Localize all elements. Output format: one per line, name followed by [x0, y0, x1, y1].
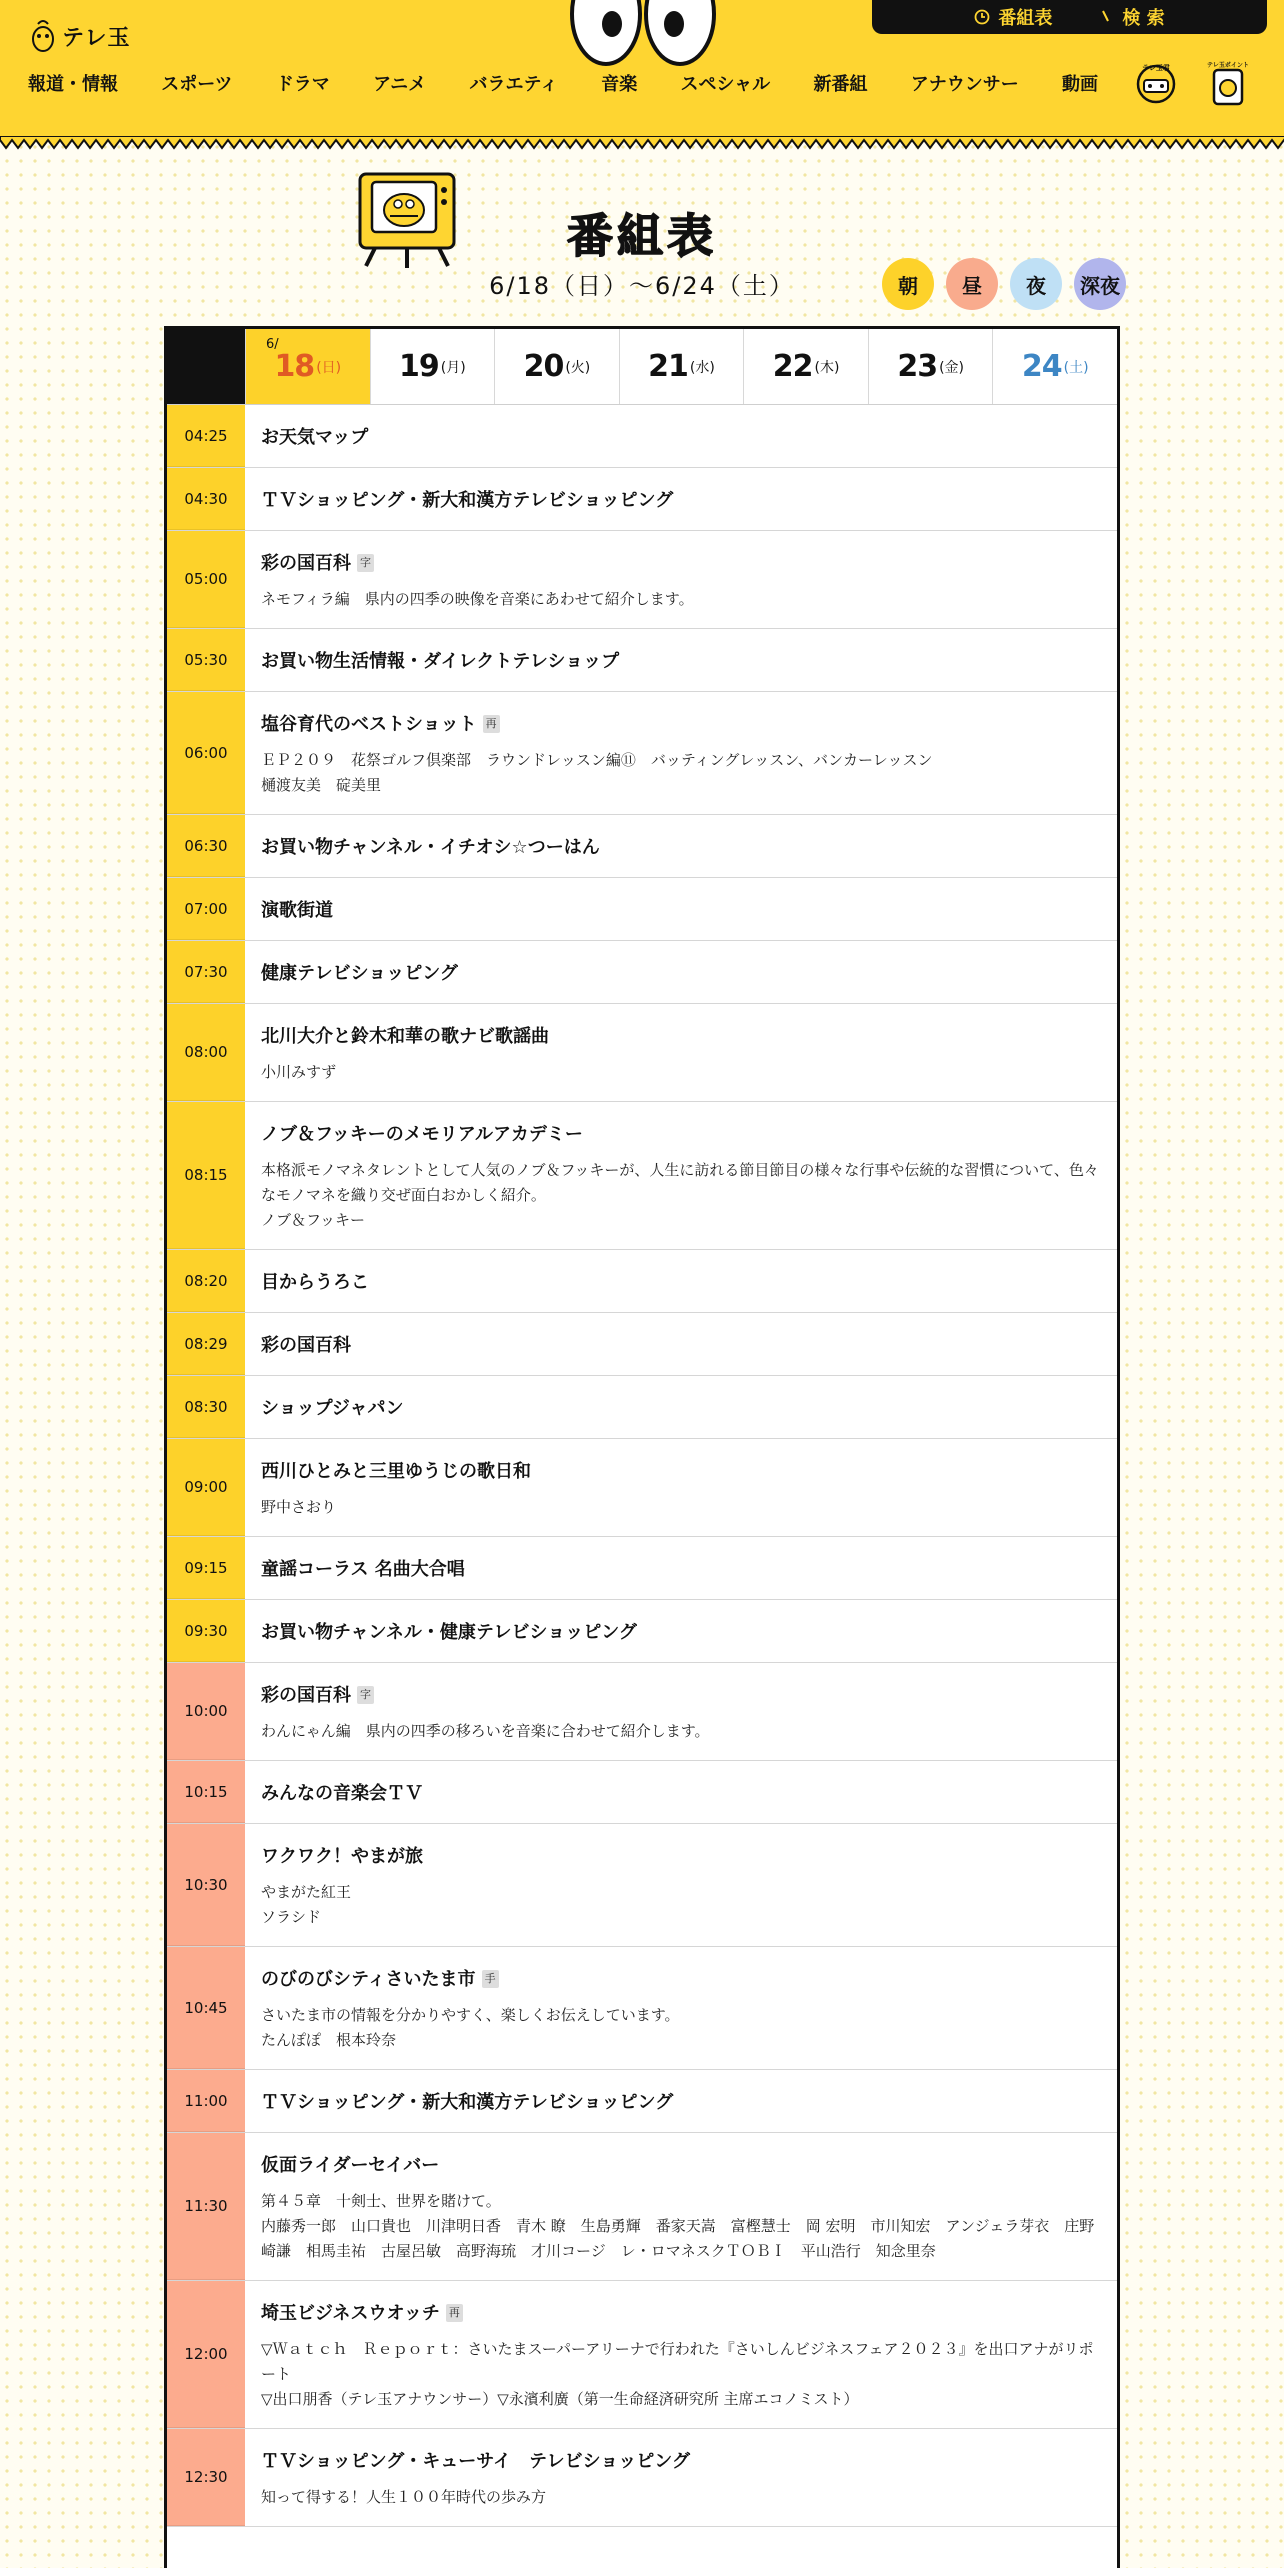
- program-title[interactable]: お買い物チャンネル・イチオシ☆つーはん: [261, 837, 600, 858]
- header-zigzag-divider: [0, 136, 1284, 152]
- program-info: [245, 2133, 1117, 2280]
- program-row[interactable]: [167, 1537, 1117, 1600]
- program-title-line: [261, 961, 1099, 987]
- site-header: [0, 0, 1284, 138]
- program-tag-badge: 手: [482, 1970, 499, 1988]
- program-description: [261, 587, 1099, 612]
- program-row[interactable]: [167, 2133, 1117, 2281]
- program-title[interactable]: お天気マップ: [261, 427, 369, 448]
- program-info: [245, 1947, 1117, 2069]
- program-title[interactable]: 彩の国百科: [261, 553, 351, 574]
- program-time: 10:15: [167, 1761, 245, 1823]
- program-title[interactable]: 塩谷育代のベストショット: [261, 714, 477, 735]
- program-description-line: 本格派モノマネタレントとして人気のノブ＆フッキーが、人生に訪れる節目節目の様々な行事や伝統的な習慣について、色々なモノマネを織り交ぜ面白おかしく紹介。: [261, 1161, 1099, 1204]
- program-info: [245, 531, 1117, 628]
- program-info: [245, 1537, 1117, 1599]
- program-description-line: ネモフィラ編 県内の四季の映像を音楽にあわせて紹介します。: [261, 590, 694, 608]
- program-info: [245, 405, 1117, 467]
- top-links: [872, 0, 1267, 34]
- day-weekday: (金): [939, 359, 965, 376]
- program-schedule: [164, 326, 1120, 2568]
- program-description-line: ノブ＆フッキー: [261, 1211, 365, 1229]
- program-info: [245, 2281, 1117, 2428]
- program-row[interactable]: [167, 531, 1117, 629]
- search-label: 検 索: [1122, 8, 1165, 29]
- program-row[interactable]: [167, 692, 1117, 815]
- program-description: [261, 2337, 1099, 2412]
- program-title[interactable]: ＴＶショッピング・新大和漢方テレビショッピング: [261, 490, 674, 511]
- day-number: 20: [523, 349, 564, 384]
- program-title-line: [261, 1967, 1099, 1993]
- program-title-line: [261, 425, 1099, 451]
- program-description: [261, 1495, 1099, 1520]
- day-tab[interactable]: [619, 329, 744, 404]
- day-weekday: (木): [814, 359, 840, 376]
- day-number: 18: [274, 349, 315, 384]
- program-description-line: 内藤秀一郎 山口貴也 川津明日香 青木 瞭 生島勇輝 番家天嵩 富樫慧士 岡 宏明 市川知宏 アンジェラ芽衣 庄野崎謙 相馬圭祐 古屋呂敏 高野海琉 才川コージ レ・ロマネスクＴＯＢＩ 平山浩行 知念里奈: [261, 2217, 1095, 2260]
- program-title[interactable]: 西川ひとみと三里ゆうじの歌日和: [261, 1461, 531, 1482]
- program-description-line: 知って得する！人生１００年時代の歩み方: [261, 2488, 547, 2506]
- mascot-eyes-icon: [568, 0, 718, 68]
- day-tabs: [167, 329, 1117, 405]
- program-info: [245, 1761, 1117, 1823]
- program-description-line: ▽Ｗａｔｃｈ Ｒｅｐｏｒｔ：さいたまスーパーアリーナで行われた『さいしんビジネスフェア２０２３』を出口アナがリポート: [261, 2340, 1094, 2383]
- program-time: 05:00: [167, 531, 245, 628]
- program-title[interactable]: 仮面ライダーセイバー: [261, 2155, 440, 2176]
- program-title-line: [261, 1024, 1099, 1050]
- program-row[interactable]: [167, 1600, 1117, 1663]
- day-number: 22: [772, 349, 813, 384]
- page-title: 番組表: [567, 209, 717, 263]
- program-time: 04:25: [167, 405, 245, 467]
- program-time: 12:00: [167, 2281, 245, 2428]
- program-description-line: 小川みすず: [261, 1063, 337, 1081]
- program-tag-badge: 字: [357, 1686, 374, 1704]
- period-jump-buttons: [882, 258, 1126, 310]
- program-title-line: [261, 1557, 1099, 1583]
- day-weekday: (火): [565, 359, 591, 376]
- day-tab[interactable]: [245, 329, 370, 404]
- program-row[interactable]: [167, 1824, 1117, 1947]
- program-time: 09:15: [167, 1537, 245, 1599]
- program-description-line: 野中さおり: [261, 1498, 337, 1516]
- program-title-line: [261, 1396, 1099, 1422]
- period-late-night-button[interactable]: 深夜: [1074, 258, 1126, 310]
- program-title[interactable]: 埼玉ビジネスウオッチ: [261, 2303, 440, 2324]
- program-row[interactable]: [167, 468, 1117, 531]
- program-description-line: ＥＰ２０９ 花祭ゴルフ倶楽部 ラウンドレッスン編⑪ バッティングレッスン、バンカーレッスン: [261, 751, 933, 769]
- nav-drama[interactable]: ドラマ: [275, 74, 330, 95]
- day-tabs-corner: [167, 329, 245, 404]
- program-row[interactable]: [167, 2070, 1117, 2133]
- nav-announcers[interactable]: アナウンサー: [910, 74, 1019, 95]
- program-time: 08:30: [167, 1376, 245, 1438]
- nav-sports[interactable]: スポーツ: [161, 74, 233, 95]
- program-guide-link[interactable]: [974, 4, 1052, 30]
- program-description: [261, 2189, 1099, 2264]
- day-month: 6/: [266, 337, 279, 352]
- program-time: 10:30: [167, 1824, 245, 1946]
- program-info: [245, 1313, 1117, 1375]
- program-info: [245, 1439, 1117, 1536]
- program-title-line: [261, 2301, 1099, 2327]
- day-tab[interactable]: [370, 329, 495, 404]
- program-title-line: [261, 1270, 1099, 1296]
- program-row[interactable]: [167, 1376, 1117, 1439]
- program-title[interactable]: ワクワク！やまが旅: [261, 1846, 423, 1867]
- day-weekday: (土): [1063, 359, 1089, 376]
- search-link[interactable]: [1100, 4, 1164, 30]
- tele-tama-kun-caption: テレ玉君: [1142, 64, 1170, 72]
- program-time: 06:00: [167, 692, 245, 814]
- program-title-line: [261, 835, 1099, 861]
- day-tab[interactable]: [868, 329, 993, 404]
- program-time: 05:30: [167, 629, 245, 691]
- program-title-line: [261, 2153, 1099, 2179]
- program-row[interactable]: [167, 405, 1117, 468]
- program-title[interactable]: 彩の国百科: [261, 1335, 351, 1356]
- logo-text: テレ玉: [62, 25, 131, 51]
- program-title-line: [261, 649, 1099, 675]
- program-title[interactable]: ノブ＆フッキーのメモリアルアカデミー: [261, 1124, 583, 1145]
- nav-new-programs[interactable]: 新番組: [813, 74, 868, 95]
- program-time: 11:30: [167, 2133, 245, 2280]
- program-title-line: [261, 2090, 1099, 2116]
- program-title[interactable]: のびのびシティさいたま市: [261, 1969, 476, 1990]
- program-description: [261, 1060, 1099, 1085]
- program-title[interactable]: 北川大介と鈴木和華の歌ナビ歌謡曲: [261, 1026, 549, 1047]
- program-row[interactable]: [167, 1439, 1117, 1537]
- program-title[interactable]: 童謡コーラス 名曲大合唱: [261, 1559, 465, 1580]
- program-row[interactable]: [167, 878, 1117, 941]
- program-title[interactable]: 健康テレビショッピング: [261, 963, 458, 984]
- program-time: 10:45: [167, 1947, 245, 2069]
- program-title[interactable]: 演歌街道: [261, 900, 333, 921]
- tele-tama-kun-icon[interactable]: [1134, 58, 1178, 106]
- point-card-icon[interactable]: [1206, 58, 1250, 106]
- day-tab[interactable]: [494, 329, 619, 404]
- program-time: 10:00: [167, 1663, 245, 1760]
- program-title[interactable]: お買い物生活情報・ダイレクトテレショップ: [261, 651, 620, 672]
- program-title[interactable]: ショップジャパン: [261, 1398, 404, 1419]
- program-row[interactable]: [167, 1004, 1117, 1102]
- program-row[interactable]: [167, 941, 1117, 1004]
- program-row[interactable]: [167, 815, 1117, 878]
- period-morning-button[interactable]: 朝: [882, 258, 934, 310]
- program-tag-badge: 字: [357, 554, 374, 572]
- program-row[interactable]: [167, 1313, 1117, 1376]
- program-time: 09:00: [167, 1439, 245, 1536]
- main-nav: [28, 68, 1098, 98]
- day-weekday: (月): [440, 359, 466, 376]
- program-description: [261, 1880, 1099, 1930]
- day-number: 19: [399, 349, 439, 384]
- site-logo[interactable]: [30, 18, 131, 54]
- program-time: 08:15: [167, 1102, 245, 1249]
- program-title-line: [261, 1620, 1099, 1646]
- program-title-line: [261, 1781, 1099, 1807]
- program-info: [245, 2429, 1117, 2526]
- program-title[interactable]: ＴＶショッピング・新大和漢方テレビショッピング: [261, 2092, 674, 2113]
- program-row[interactable]: [167, 1102, 1117, 1250]
- program-description: [261, 748, 1099, 798]
- day-weekday: (日): [316, 359, 342, 376]
- day-tab[interactable]: [992, 329, 1117, 404]
- nav-variety[interactable]: バラエティ: [469, 74, 559, 95]
- program-info: [245, 878, 1117, 940]
- program-title-line: [261, 712, 1099, 738]
- program-row[interactable]: [167, 2281, 1117, 2429]
- program-description-line: わんにゃん編 県内の四季の移ろいを音楽に合わせて紹介します。: [261, 1722, 710, 1740]
- program-info: [245, 941, 1117, 1003]
- program-title-line: [261, 2449, 1099, 2475]
- day-weekday: (水): [689, 359, 715, 376]
- program-description: [261, 2485, 1099, 2510]
- program-description-line: 樋渡友美 碇美里: [261, 776, 382, 794]
- program-info: [245, 1376, 1117, 1438]
- program-info: [245, 1600, 1117, 1662]
- program-info: [245, 1824, 1117, 1946]
- nav-news[interactable]: 報道・情報: [28, 74, 118, 95]
- program-info: [245, 1250, 1117, 1312]
- program-info: [245, 2070, 1117, 2132]
- program-time: 04:30: [167, 468, 245, 530]
- period-noon-button[interactable]: 昼: [946, 258, 998, 310]
- program-info: [245, 468, 1117, 530]
- day-number: 24: [1021, 349, 1062, 384]
- program-description-line: さいたま市の情報を分かりやすく、楽しくお伝えしています。: [261, 2006, 680, 2024]
- program-title-line: [261, 1844, 1099, 1870]
- program-description-line: ソラシド: [261, 1908, 322, 1926]
- program-description: [261, 1158, 1099, 1233]
- program-title[interactable]: みんなの音楽会ＴＶ: [261, 1783, 423, 1804]
- program-tag-badge: 再: [446, 2304, 463, 2322]
- program-tag-badge: 再: [483, 715, 500, 733]
- day-number: 23: [897, 349, 938, 384]
- program-description-line: たんぽぽ 根本玲奈: [261, 2031, 397, 2049]
- clock-icon: [974, 9, 990, 25]
- day-tab[interactable]: [743, 329, 868, 404]
- program-row[interactable]: [167, 629, 1117, 692]
- program-info: [245, 815, 1117, 877]
- program-row[interactable]: [167, 1250, 1117, 1313]
- program-time: 09:30: [167, 1600, 245, 1662]
- program-title-line: [261, 488, 1099, 514]
- program-description-line: やまがた紅王: [261, 1883, 352, 1901]
- program-title-line: [261, 1333, 1099, 1359]
- program-title-line: [261, 1459, 1099, 1485]
- program-title[interactable]: 彩の国百科: [261, 1685, 351, 1706]
- program-title[interactable]: ＴＶショッピング・キューサイ テレビショッピング: [261, 2451, 690, 2472]
- program-description-line: ▽出口朋香（テレ玉アナウンサー）▽永濱利廣（第一生命経済研究所 主席エコノミスト）: [261, 2390, 859, 2408]
- program-title-line: [261, 1683, 1099, 1709]
- program-time: 12:30: [167, 2429, 245, 2526]
- program-title[interactable]: 目からうろこ: [261, 1272, 369, 1293]
- program-title-line: [261, 551, 1099, 577]
- program-info: [245, 1004, 1117, 1101]
- program-info: [245, 692, 1117, 814]
- nav-videos[interactable]: 動画: [1061, 74, 1098, 95]
- program-row[interactable]: [167, 1663, 1117, 1761]
- nav-anime[interactable]: アニメ: [373, 74, 427, 95]
- program-time: 08:20: [167, 1250, 245, 1312]
- nav-music[interactable]: 音楽: [601, 74, 638, 95]
- program-time: 11:00: [167, 2070, 245, 2132]
- program-guide-label: 番組表: [998, 8, 1053, 29]
- program-time: 07:00: [167, 878, 245, 940]
- program-time: 07:30: [167, 941, 245, 1003]
- tele-tama-mascot-icon: [30, 18, 56, 54]
- search-icon: [1100, 9, 1114, 25]
- day-number: 21: [648, 349, 688, 384]
- week-date-range: 6/18（日）〜6/24（土）: [489, 272, 795, 300]
- period-night-button[interactable]: 夜: [1010, 258, 1062, 310]
- program-time: 08:29: [167, 1313, 245, 1375]
- program-title-line: [261, 898, 1099, 924]
- program-title-line: [261, 1122, 1099, 1148]
- program-info: [245, 1663, 1117, 1760]
- program-info: [245, 1102, 1117, 1249]
- program-row[interactable]: [167, 2429, 1117, 2527]
- program-row[interactable]: [167, 1947, 1117, 2070]
- program-row[interactable]: [167, 1761, 1117, 1824]
- program-title[interactable]: お買い物チャンネル・健康テレビショッピング: [261, 1622, 637, 1643]
- point-card-caption: テレ玉ポイント: [1207, 62, 1249, 69]
- program-info: [245, 629, 1117, 691]
- program-description-line: 第４５章 十剣士、世界を賭けて。: [261, 2192, 501, 2210]
- program-description: [261, 2003, 1099, 2053]
- program-list: [167, 405, 1117, 2527]
- program-description: [261, 1719, 1099, 1744]
- program-time: 06:30: [167, 815, 245, 877]
- nav-special[interactable]: スペシャル: [680, 74, 771, 95]
- program-time: 08:00: [167, 1004, 245, 1101]
